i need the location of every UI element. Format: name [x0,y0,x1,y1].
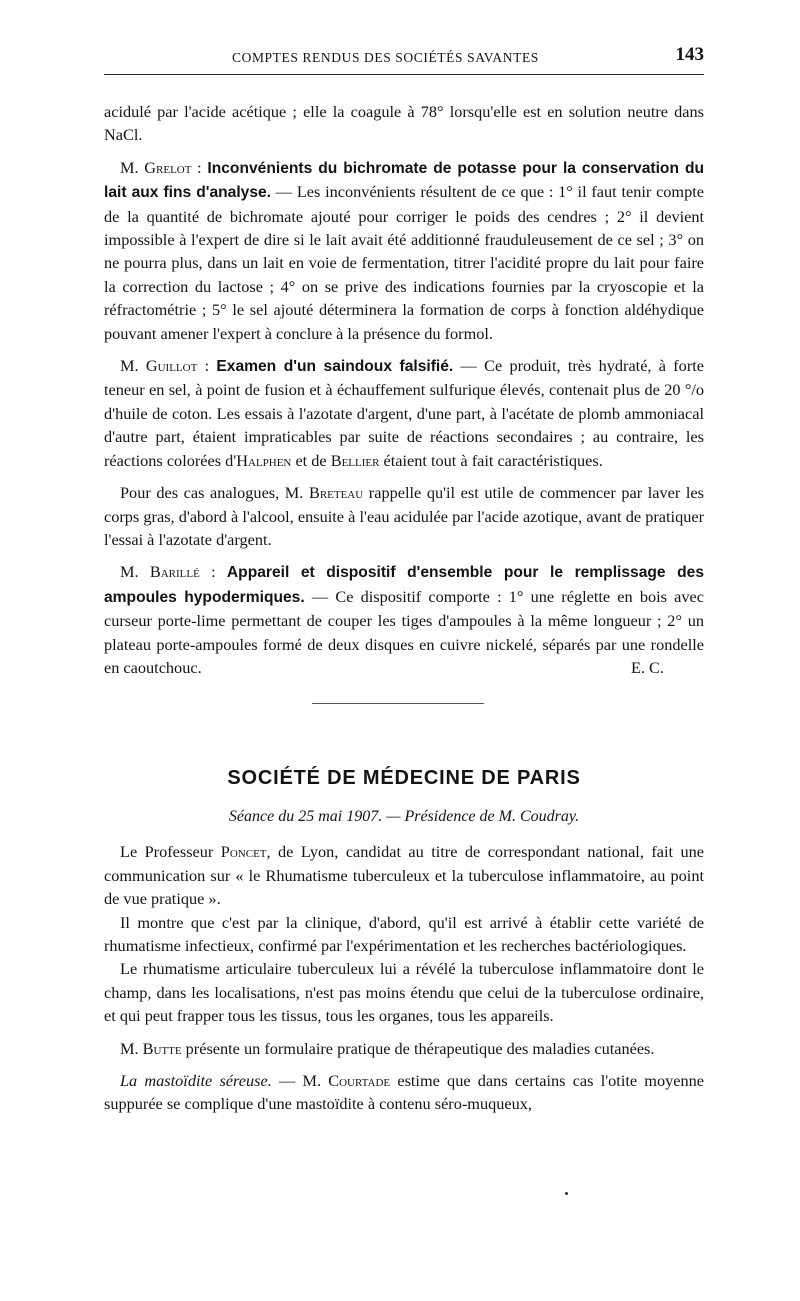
paragraph-courtade [104,1069,704,1116]
paragraph-text: — Les inconvénients résultent de ce que : 1° il faut tenir compte de la quantité de bichromate ajouté pour corriger le poids des cendres ; 2° il devient impossible à l'expert de dire si le lait avait été additionné frauduleusement de ce sel ; 3° on ne pourra plus, dans un lait en voie de fermentation, titrer l'acidité propre du lait pour faire la correction du lactose ; 4° on se prive des indications fournies par la cryoscopie et la réfractométrie ; 5° le sel ajouté déterminera la formation de corps à fonction aldéhydique pouvant amener l'expert à conclure à la présence du formol. [104,182,704,343]
paragraph-text: rappelle qu'il est utile de commencer par laver les corps gras, d'abord à l'alcool, ensuite à l'eau acidulée par l'acide azotique, avant de pratiquer l'essai à l'azotate d'argent. [104,483,704,549]
paragraph-guillot [104,354,704,472]
paragraph-text: M. [120,1038,143,1058]
running-title: COMPTES RENDUS DES SOCIÉTÉS SAVANTES [232,50,539,65]
author-name: Guillot [145,356,198,376]
paragraph-rhumatisme: Le rhumatisme articulaire tuberculeux lui a révélé la tuberculose inflammatoire dont le champ, dans les localisations, n'est pas moins étendu que celui de la tuberculose ordinaire, et qui peut frapper tous les tissus, tous les organes, tous les appareils. [104,959,704,1026]
paragraph-text: — Ce dispositif comporte : 1° une réglette en bois avec curseur porte-lime permettant de couper les tiges d'ampoules à la même longueur ; 2° un plateau porte-ampoules formé de deux disques en cuivre nickelé, séparés par une rondelle en caoutchouc. [104,586,704,677]
divider-rule [312,703,484,704]
paragraph-text: — Ce produit, très hydraté, à forte teneur en sel, à point de fusion et à échauffement sulfurique élevés, contenait plus de 20 °/o d'huile de coton. Les essais à l'azotate d'argent, d'une part, à l'acétate de plomb ammoniacal d'autre part, étaient impraticables par suite de réactions secondaires ; au contraire, les réactions colorées d' [104,356,704,470]
communication-title: Appareil et dispositif d'ensemble pour le remplissage des ampoules hypodermiques. [104,564,704,606]
cited-name: Bellier [330,450,380,470]
author-name: Grelot [144,157,192,177]
cited-name: Halphen [236,450,292,470]
cited-name: Breteau [308,483,364,503]
separator: : [191,157,208,177]
paragraph-barille [104,560,704,679]
paragraph-text: , de Lyon, candidat au titre de correspondant national, fait une communication sur « le Rhumatisme tuberculeux et la tuberculose inflammatoire, au point de vue pratique ». [104,842,704,909]
cited-name: Poncet [220,842,267,862]
section-title: SOCIÉTÉ DE MÉDECINE DE PARIS [227,767,581,790]
page-body [104,100,704,1116]
paragraph-text: Pour des cas analogues, M. [120,483,309,503]
separator: : [199,562,227,582]
communication-title: Inconvénients du bichromate de potasse pour la conservation du lait aux fins d'analyse. [104,159,704,202]
paragraph-text: estime que dans certains cas l'otite moyenne suppurée se complique d'une mastoïdite à contenu séro-muqueux, [104,1071,704,1114]
paragraph-acidule: acidulé par l'acide acétique ; elle la coagule à 78° lorsqu'elle est en solution neutre dans NaCl. [104,102,704,145]
communication-title: Examen d'un saindoux falsifié. [216,358,454,376]
paragraph-text: présente un formulaire pratique de thérapeutique des maladies cutanées. [181,1038,655,1058]
cited-name: Courtade [328,1071,391,1090]
prefix: M. [120,356,146,376]
page-number: 143 [675,44,704,65]
paragraph-poncet [104,840,704,910]
running-header [104,44,704,75]
paragraph-grelot [104,156,704,345]
section-divider [104,687,704,717]
cited-name: Butte [142,1038,182,1058]
prefix: M. [120,157,145,177]
separator: : [197,356,217,376]
author-name: Barillé [149,562,200,582]
paragraph-butte [104,1037,704,1060]
paragraph-breteau [104,481,704,551]
paragraph-text: étaient tout à fait caractéristiques. [379,450,603,470]
paragraph-text: Le Professeur [120,842,221,862]
session-line: Séance du 25 mai 1907. — Présidence de M. Coudray. [228,808,580,826]
stray-mark [565,1192,568,1195]
prefix: M. [120,562,150,582]
paragraph-clinique: Il montre que c'est par la clinique, d'abord, qu'il est arrivé à établir cette variété de rhumatisme infectieux, confirmé par l'expérimentation et les recherches bactériologiques. [104,912,704,955]
paragraph-text: et de [291,450,331,470]
italic-heading: La mastoïdite séreuse. [120,1071,272,1090]
signature: E. C. [630,657,664,677]
paragraph-text: — M. [271,1071,329,1090]
